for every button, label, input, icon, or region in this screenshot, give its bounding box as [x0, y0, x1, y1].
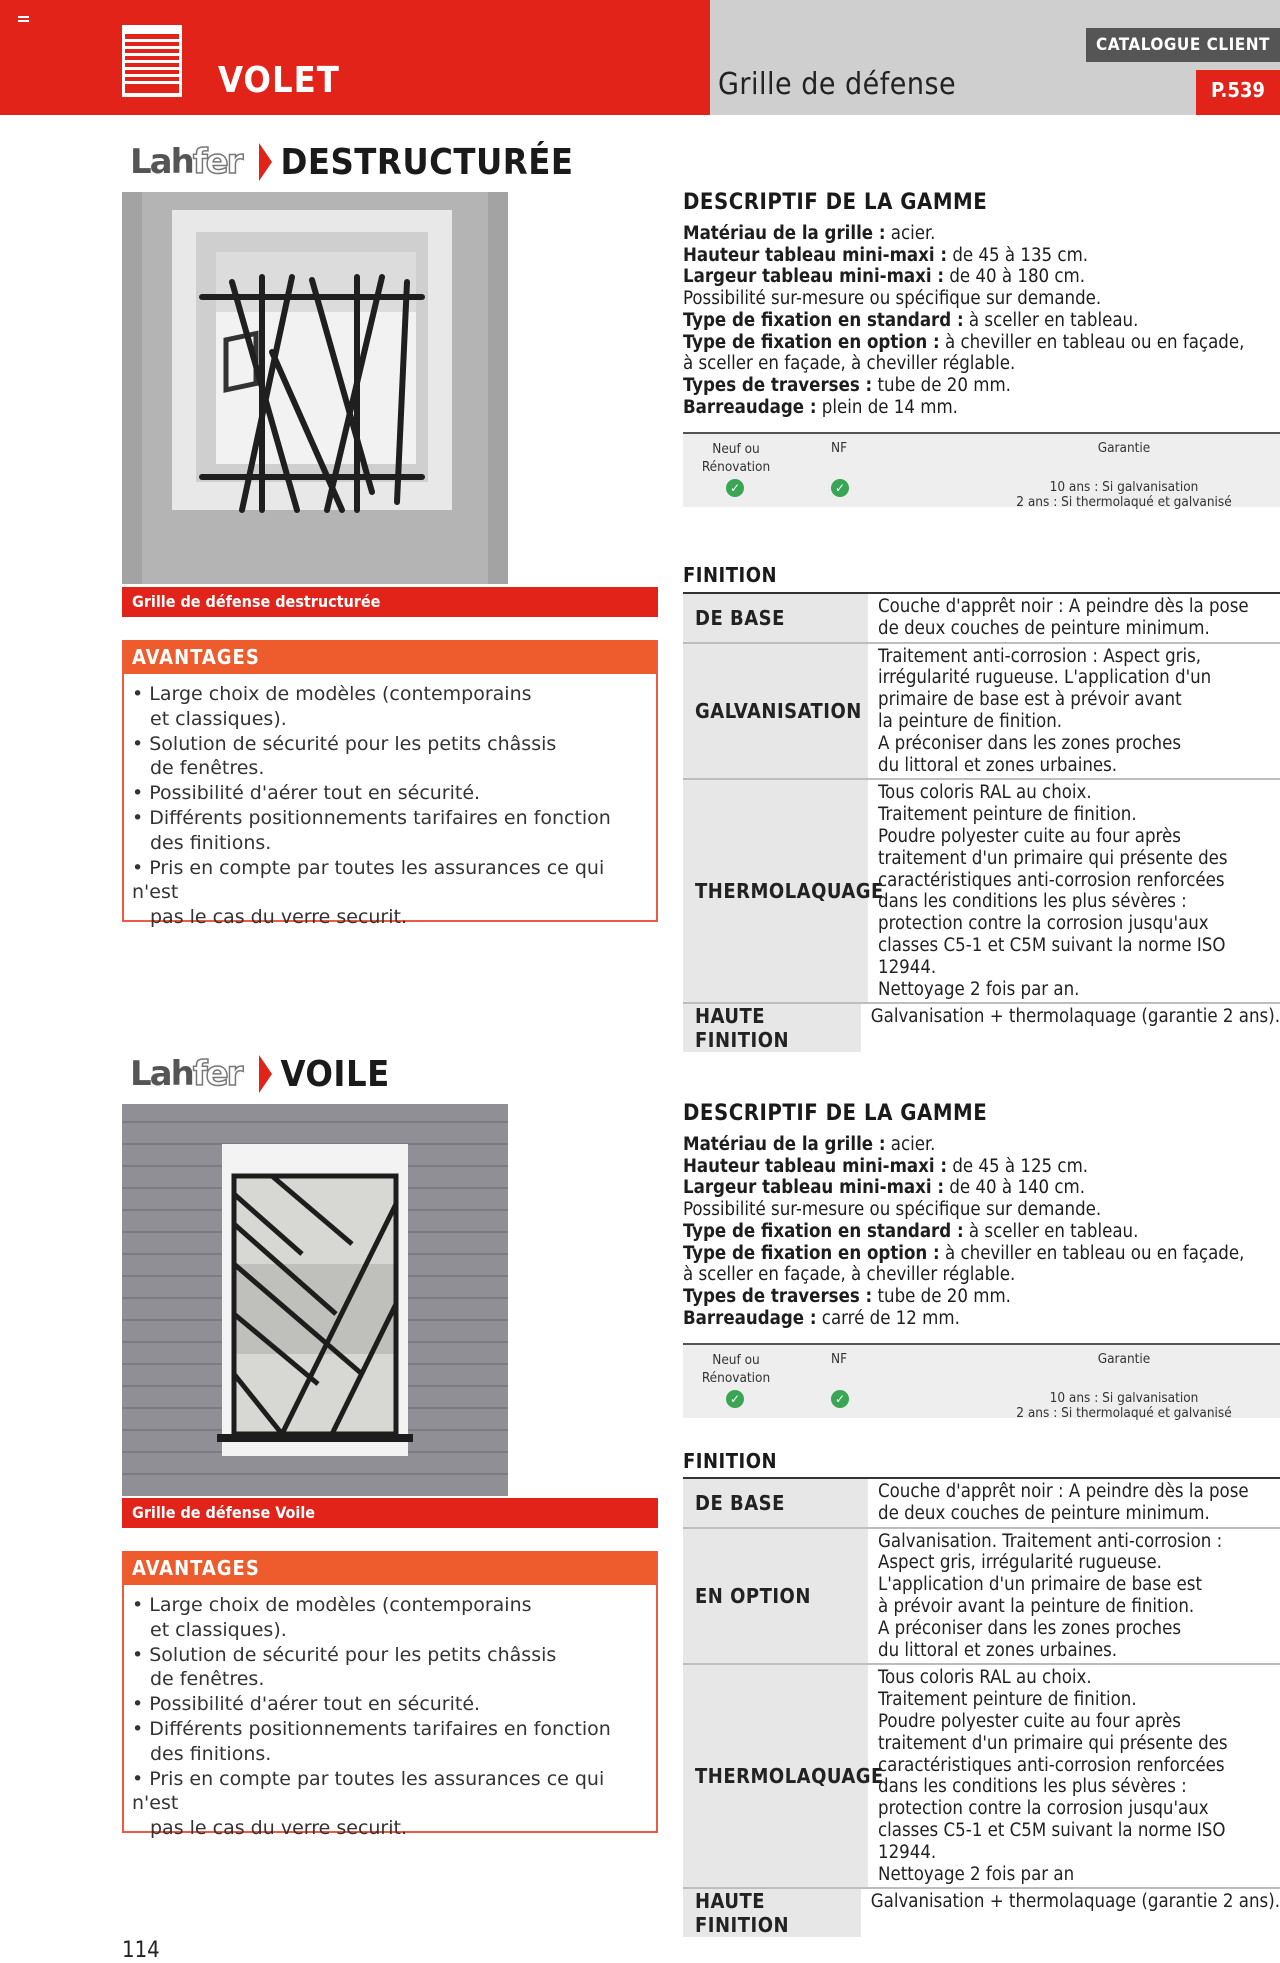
- avantages-title: AVANTAGES: [124, 640, 656, 674]
- finition-row: [683, 1004, 1280, 1052]
- product-caption: Grille de défense Voile: [122, 1498, 658, 1528]
- page-ref-badge: P.539: [1196, 70, 1280, 115]
- descriptif-line: Type de fixation en option : à cheviller en tableau ou en façade,: [683, 331, 1245, 353]
- garantie-table: [683, 1343, 1280, 1421]
- finition-label: DE BASE: [683, 1479, 868, 1527]
- header-red-band: [0, 0, 710, 115]
- finition-text: Galvanisation. Traitement anti-corrosion : Aspect gris, irrégularité rugueuse. L'application d'un primaire de base est à prévoir avant la peinture de finition. A préconiser dans les zones proches du littoral et zones urbaines.: [878, 1530, 1223, 1661]
- finition-text: Tous coloris RAL au choix. Traitement peinture de finition. Poudre polyester cuite au four après traitement d'un primaire qui présente des caractéristiques anti-corrosion renforcées dans les conditions les plus sévères : protection contre la corrosion jusqu'aux classes C5-1 et C5M suivant la norme ISO 12944. Nettoyage 2 fois par an.: [878, 782, 1228, 1000]
- product-caption: Grille de défense destructurée: [122, 587, 658, 617]
- descriptif-line: Types de traverses : tube de 20 mm.: [683, 1285, 1011, 1307]
- descriptif-line: Largeur tableau mini-maxi : de 40 à 180 cm.: [683, 266, 1086, 288]
- avantages-line: • Pris en compte par toutes les assurances ce qui n'est: [132, 1767, 605, 1815]
- finition-text: Couche d'apprêt noir : A peindre dès la pose de deux couches de peinture minimum.: [878, 596, 1249, 639]
- finition-row: [683, 1889, 1280, 1937]
- avantages-list: [124, 674, 656, 942]
- finition-title: FINITION: [683, 563, 778, 587]
- descriptif-line: Type de fixation en option : à cheviller en tableau ou en façade,: [683, 1242, 1245, 1264]
- avantages-line: • Large choix de modèles (contemporains: [132, 683, 532, 705]
- finition-row: [683, 780, 1280, 1004]
- descriptif-line: Barreaudage : carré de 12 mm.: [683, 1307, 960, 1329]
- finition-row: [683, 1665, 1280, 1889]
- finition-table: [683, 592, 1280, 1052]
- finition-label: THERMOLAQUAGE: [683, 1665, 868, 1887]
- descriptif-block: [683, 1101, 1273, 1329]
- product-heading: [130, 143, 574, 181]
- avantages-line: • Large choix de modèles (contemporains: [132, 1594, 532, 1616]
- avantages-line: • Possibilité d'aérer tout en sécurité.: [132, 1693, 481, 1716]
- garantie-col-neuf: Neuf ou Rénovation: [701, 1352, 771, 1386]
- avantages-line: pas le cas du verre securit.: [150, 1817, 408, 1840]
- avantages-line: • Solution de sécurité pour les petits châssis: [132, 1643, 557, 1666]
- avantages-line: • Différents positionnements tarifaires en fonction: [132, 806, 611, 829]
- volet-shutter-icon: [122, 25, 182, 97]
- descriptif-line: à sceller en façade, à cheviller réglable.: [683, 353, 1016, 375]
- garantie-col-nf: NF: [831, 440, 848, 456]
- finition-table: [683, 1477, 1280, 1937]
- finition-text: Galvanisation + thermolaquage (garantie 2 ans).: [870, 1006, 1280, 1028]
- garantie-col-nf: NF: [831, 1351, 848, 1367]
- product-photo-destructuree: [122, 192, 508, 584]
- finition-label: HAUTE FINITION: [683, 1004, 861, 1052]
- avantages-title: AVANTAGES: [124, 1551, 656, 1585]
- avantages-list: [124, 1585, 656, 1853]
- finition-label: GALVANISATION: [683, 644, 868, 779]
- finition-text: Couche d'apprêt noir : A peindre dès la pose de deux couches de peinture minimum.: [878, 1481, 1249, 1524]
- page-title: Grille de défense: [718, 67, 957, 102]
- check-icon: ✓: [726, 479, 744, 497]
- avantages-box: [122, 640, 658, 929]
- avantages-line: pas le cas du verre securit.: [150, 906, 408, 929]
- descriptif-title: DESCRIPTIF DE LA GAMME: [683, 190, 988, 215]
- finition-label: DE BASE: [683, 594, 868, 642]
- catalogue-client-badge: CATALOGUE CLIENT: [1086, 28, 1280, 62]
- avantages-line: des finitions.: [150, 831, 272, 854]
- finition-label: HAUTE FINITION: [683, 1889, 861, 1937]
- descriptif-line: Barreaudage : plein de 14 mm.: [683, 396, 958, 418]
- avantages-line: des finitions.: [150, 1742, 272, 1765]
- avantages-line: • Possibilité d'aérer tout en sécurité.: [132, 782, 481, 805]
- lahfer-logo: Lahfer: [130, 1054, 242, 1094]
- finition-text: Tous coloris RAL au choix. Traitement peinture de finition. Poudre polyester cuite au four après traitement d'un primaire qui présente des caractéristiques anti-corrosion renforcées dans les conditions les plus sévères : protection contre la corrosion jusqu'aux classes C5-1 et C5M suivant la norme ISO 12944. Nettoyage 2 fois par an: [878, 1667, 1228, 1885]
- descriptif-line: Hauteur tableau mini-maxi : de 45 à 135 cm.: [683, 244, 1089, 266]
- avantages-line: et classiques).: [150, 1618, 287, 1641]
- finition-text: Galvanisation + thermolaquage (garantie 2 ans).: [870, 1891, 1280, 1913]
- avantages-line: • Différents positionnements tarifaires en fonction: [132, 1717, 611, 1740]
- avantages-line: et classiques).: [150, 707, 287, 730]
- descriptif-line: Type de fixation en standard : à sceller en tableau.: [683, 309, 1139, 331]
- finition-title: FINITION: [683, 1449, 778, 1473]
- check-icon: ✓: [831, 479, 849, 497]
- descriptif-line: Hauteur tableau mini-maxi : de 45 à 125 cm.: [683, 1155, 1089, 1177]
- check-icon: ✓: [726, 1390, 744, 1408]
- descriptif-line: Type de fixation en standard : à sceller en tableau.: [683, 1220, 1139, 1242]
- chevron-right-icon: [259, 1055, 272, 1093]
- descriptif-line: Matériau de la grille : acier.: [683, 223, 936, 244]
- finition-row: [683, 594, 1280, 644]
- descriptif-block: [683, 190, 1273, 418]
- descriptif-title: DESCRIPTIF DE LA GAMME: [683, 1101, 988, 1126]
- garantie-table: [683, 432, 1280, 510]
- garantie-col-garantie: Garantie: [1097, 1351, 1151, 1367]
- check-icon: ✓: [831, 1390, 849, 1408]
- garantie-col-garantie: Garantie: [1097, 440, 1151, 456]
- garantie-values: 10 ans : Si galvanisation 2 ans : Si thermolaqué et galvanisé: [1016, 1390, 1232, 1421]
- finition-label: EN OPTION: [683, 1529, 868, 1664]
- lahfer-logo: Lahfer: [130, 142, 242, 182]
- descriptif-line: Possibilité sur-mesure ou spécifique sur demande.: [683, 288, 1102, 310]
- product-photo-voile: [122, 1104, 508, 1496]
- product-title: DESTRUCTURÉE: [280, 141, 574, 183]
- page-number: 114: [122, 1938, 160, 1963]
- descriptif-line: à sceller en façade, à cheviller réglable.: [683, 1264, 1016, 1286]
- product-heading: [130, 1055, 390, 1093]
- descriptif-line: Largeur tableau mini-maxi : de 40 à 140 cm.: [683, 1177, 1086, 1199]
- chevron-right-icon: [259, 143, 272, 181]
- finition-row: [683, 1529, 1280, 1666]
- avantages-box: [122, 1551, 658, 1840]
- descriptif-line: Possibilité sur-mesure ou spécifique sur demande.: [683, 1199, 1102, 1221]
- finition-label: THERMOLAQUAGE: [683, 780, 868, 1002]
- avantages-line: • Solution de sécurité pour les petits châssis: [132, 732, 557, 755]
- menu-icon[interactable]: [18, 16, 29, 25]
- avantages-line: de fenêtres.: [150, 757, 265, 780]
- avantages-line: • Pris en compte par toutes les assurances ce qui n'est: [132, 856, 605, 904]
- garantie-values: 10 ans : Si galvanisation 2 ans : Si thermolaqué et galvanisé: [1016, 479, 1232, 510]
- finition-text: Traitement anti-corrosion : Aspect gris, irrégularité rugueuse. L'application d'un primaire de base est à prévoir avant la peinture de finition. A préconiser dans les zones proches du littoral et zones urbaines.: [878, 645, 1212, 776]
- finition-row: [683, 1479, 1280, 1529]
- descriptif-line: Matériau de la grille : acier.: [683, 1134, 936, 1155]
- descriptif-line: Types de traverses : tube de 20 mm.: [683, 374, 1011, 396]
- avantages-line: de fenêtres.: [150, 1668, 265, 1691]
- finition-row: [683, 644, 1280, 781]
- product-title: VOILE: [280, 1053, 390, 1095]
- section-title: VOLET: [218, 60, 340, 101]
- garantie-col-neuf: Neuf ou Rénovation: [701, 441, 771, 475]
